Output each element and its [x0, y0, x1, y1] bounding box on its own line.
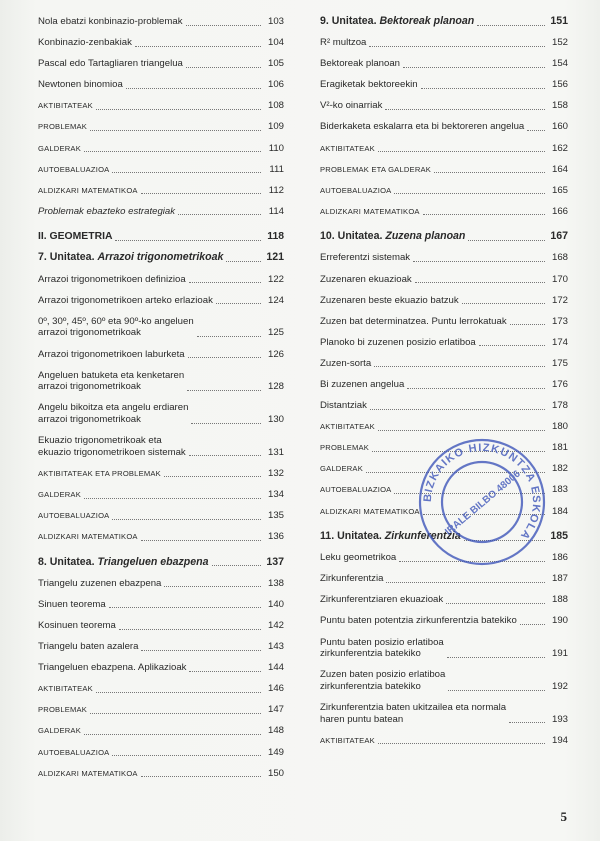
dot-leader [112, 755, 261, 756]
dot-leader [448, 690, 545, 691]
toc-entry-label: Erreferentzi sistemak [320, 252, 411, 264]
toc-entry-page: 151 [550, 15, 568, 27]
dot-leader [378, 151, 545, 152]
toc-entry-page: 192 [551, 681, 568, 692]
toc-entry-page: 111 [269, 163, 284, 175]
toc-entry-label [38, 252, 223, 264]
dot-leader [141, 776, 261, 777]
toc-entry-label: Newtonen binomioa [38, 79, 123, 91]
toc-entry-page: 105 [267, 58, 284, 70]
toc-entry-label-line2: zirkunferentzia batekiko [320, 680, 421, 692]
toc-entry [320, 358, 568, 370]
toc-entry-label: AUTOEBALUAZIOA [320, 185, 392, 195]
toc-entry-page: 104 [267, 37, 284, 49]
toc-entry-page: 118 [267, 231, 284, 243]
toc-entry [38, 435, 284, 458]
dot-leader [189, 671, 261, 672]
toc-entry-label: AKTIBITATEAK [320, 143, 375, 153]
toc-entry-label: Puntu baten potentzia zirkunferentzia batekiko [320, 615, 517, 627]
dot-leader [164, 586, 261, 587]
toc-entry-label: AUTOEBALUAZIOA [38, 164, 110, 174]
toc-entry [320, 185, 568, 197]
toc-entry-label: AKTIBITATEAK [38, 101, 93, 111]
toc-entry-label: Triangeluen ebazpena. Aplikazioak [38, 662, 187, 674]
toc-entry [320, 337, 568, 349]
dot-leader [520, 624, 545, 625]
toc-entry [320, 58, 568, 70]
toc-entry-label: GALDERAK [38, 726, 81, 736]
toc-entry [38, 641, 284, 653]
toc-entry-label [320, 231, 465, 243]
toc-entry [38, 704, 284, 716]
toc-entry [320, 421, 568, 433]
toc-entry-page: 112 [268, 184, 284, 196]
toc-entry-page: 170 [551, 273, 568, 285]
toc-entry-page: 181 [551, 442, 568, 454]
toc-entry-page: 158 [551, 100, 568, 112]
toc-entry [320, 295, 568, 307]
toc-entry-label: ALDIZKARI MATEMATIKOA [320, 206, 420, 216]
toc-entry [38, 295, 284, 307]
toc-entry [320, 735, 568, 747]
toc-entry-page: 146 [267, 683, 284, 695]
toc-entry [320, 100, 568, 112]
toc-entry-label-line1: Ekuazio trigonometrikoak eta [38, 435, 162, 447]
toc-entry-label: Zuzen bat determinatzea. Puntu lerrokatuak [320, 315, 507, 327]
toc-entry-label: Bektoreak planoan [320, 58, 401, 70]
toc-entry [320, 79, 568, 91]
dot-leader [226, 261, 261, 262]
dot-leader [385, 109, 545, 110]
dot-leader [413, 261, 545, 262]
toc-entry-page: 137 [266, 555, 284, 568]
toc-entry [38, 79, 284, 91]
dot-leader [187, 390, 261, 391]
chapter-prefix: 10. Unitatea. [320, 230, 386, 243]
toc-entry [320, 637, 568, 660]
chapter-title: Zuzena planoan [385, 230, 466, 243]
toc-entry-label-line1: Angeluen batuketa eta kenketaren [38, 369, 185, 381]
toc-entry [38, 662, 284, 674]
toc-entry-page: 148 [267, 725, 284, 737]
toc-entry [38, 121, 284, 133]
toc-entry-label: AKTIBITATEAK [320, 422, 375, 432]
toc-entry-label: Problemak ebazteko estrategiak [38, 205, 176, 217]
toc-entry-label: GALDERAK [38, 490, 81, 500]
toc-entry-label [38, 370, 184, 393]
toc-entry [38, 16, 284, 28]
toc-entry-label: Arrazoi trigonometrikoen definizioa [38, 273, 186, 285]
toc-entry [320, 594, 568, 606]
toc-entry [320, 16, 568, 28]
toc-entry [320, 573, 568, 585]
dot-leader [423, 214, 545, 215]
dot-leader [527, 130, 545, 131]
chapter-title: Zirkunferentzia [384, 530, 461, 543]
toc-entry [38, 206, 284, 218]
dot-leader [479, 345, 545, 346]
toc-entry [320, 231, 568, 243]
toc-entry-label: Zirkunferentzia [320, 573, 384, 585]
toc-entry [38, 58, 284, 70]
dot-leader [112, 172, 261, 173]
chapter-prefix: 7. Unitatea. [38, 251, 98, 264]
toc-entry-page: 110 [268, 142, 284, 154]
toc-entry-label-line1: Angelu bikoitza eta angelu erdiaren [38, 402, 189, 414]
toc-entry-page: 109 [267, 121, 284, 133]
toc-entry-page: 126 [267, 348, 284, 360]
toc-left-column [38, 16, 284, 789]
toc-entry-page: 167 [550, 230, 568, 243]
toc-entry-page: 187 [551, 573, 568, 585]
chapter-prefix: 9. Unitatea. [320, 15, 380, 27]
toc-entry-label: AUTOEBALUAZIOA [38, 747, 110, 757]
toc-entry-label: PROBLEMAK [320, 443, 370, 453]
toc-entry-label-line2: ekuazio trigonometrikoen sistemak [38, 446, 186, 458]
toc-entry-label: Bi zuzenen angelua [320, 379, 405, 390]
toc-entry-label: AUTOEBALUAZIOA [320, 485, 392, 495]
toc-entry [38, 510, 284, 522]
dot-leader [141, 193, 261, 194]
toc-entry-page: 131 [267, 446, 284, 458]
toc-entry [38, 349, 284, 361]
toc-entry [38, 185, 284, 197]
toc-entry-page: 106 [267, 79, 284, 91]
toc-entry-page: 178 [551, 400, 568, 412]
toc-entry [38, 768, 284, 780]
toc-entry-page: 186 [551, 552, 568, 564]
toc-entry-page: 108 [267, 100, 284, 112]
toc-entry-page: 188 [551, 594, 568, 606]
toc-entry [320, 143, 568, 155]
toc-entry-page: 166 [551, 205, 568, 217]
toc-entry-label: Leku geometrikoa [320, 552, 397, 564]
toc-entry-label: ALDIZKARI MATEMATIKOA [38, 768, 138, 778]
toc-entry-page: 130 [267, 414, 284, 426]
dot-leader [141, 650, 261, 651]
toc-entry-page: 176 [551, 379, 568, 390]
toc-entry [320, 37, 568, 49]
toc-entry-label-line2: arrazoi trigonometrikoak [38, 413, 141, 425]
toc-right-column [320, 16, 568, 756]
toc-entry-page: 191 [551, 648, 568, 660]
toc-entry-page: 128 [267, 381, 284, 393]
toc-entry [38, 683, 284, 695]
toc-entry-page: 114 [268, 205, 284, 217]
dot-leader [434, 172, 545, 173]
toc-entry-label: Arrazoi trigonometrikoen laburketa [38, 348, 185, 360]
toc-entry [38, 316, 284, 339]
dot-leader [189, 282, 261, 283]
toc-entry-label: AKTIBITATEAK ETA PROBLEMAK [38, 468, 161, 478]
page-number: 5 [560, 809, 567, 824]
toc-entry-page: 125 [267, 327, 284, 339]
dot-leader [135, 46, 261, 47]
stamp-center-text: IRALE BILBO 48006 [443, 468, 523, 538]
toc-entry-label: Triangelu zuzenen ebazpena [38, 577, 162, 589]
toc-entry-page: 138 [267, 577, 284, 589]
toc-entry-page: 143 [267, 641, 284, 653]
toc-entry-page: 154 [551, 58, 568, 70]
dot-leader [164, 476, 261, 477]
dot-leader [112, 519, 261, 520]
toc-entry-page: 156 [551, 79, 568, 91]
toc-entry-page: 135 [267, 510, 284, 522]
toc-entry-label: PROBLEMAK ETA GALDERAK [320, 164, 432, 174]
toc-entry [320, 615, 568, 627]
dot-leader [188, 357, 261, 358]
toc-entry [38, 557, 284, 569]
dot-leader [90, 130, 261, 131]
toc-entry-page: 182 [551, 463, 568, 475]
toc-entry [320, 316, 568, 328]
dot-leader [394, 193, 545, 194]
dot-leader [178, 214, 261, 215]
toc-entry-label: Distantziak [320, 400, 367, 412]
toc-entry [38, 531, 284, 543]
toc-entry [38, 725, 284, 737]
toc-entry-label: ALDIZKARI MATEMATIKOA [38, 532, 138, 542]
toc-entry [38, 578, 284, 590]
toc-entry-label: Biderkaketa eskalarra eta bi bektoreren angelua [320, 121, 525, 133]
toc-entry-label: Zuzen-sorta [320, 357, 372, 369]
toc-entry-page: 175 [551, 357, 568, 369]
dot-leader [403, 67, 545, 68]
toc-entry-label: Zuzenaren beste ekuazio batzuk [320, 294, 459, 306]
toc-entry [320, 400, 568, 412]
toc-entry-label: R² multzoa [320, 37, 367, 49]
toc-entry-label: AUTOEBALUAZIOA [38, 511, 110, 521]
dot-leader [374, 366, 545, 367]
toc-entry-label: Zuzenaren ekuazioak [320, 273, 412, 285]
dot-leader [462, 303, 545, 304]
toc-entry-label: Eragiketak bektoreekin [320, 79, 418, 91]
stamp-outer-text: BIZKAIKO HIZKUNTZA ESKOLA [421, 441, 543, 543]
toc-entry-page: 150 [267, 767, 284, 779]
chapter-prefix: 8. Unitatea. [38, 555, 98, 568]
toc-entry-page: 134 [267, 489, 284, 501]
dot-leader [510, 324, 545, 325]
dot-leader [446, 603, 545, 604]
toc-entry-label-line2: arrazoi trigonometrikoak [38, 381, 141, 393]
dot-leader [407, 388, 545, 389]
dot-leader [509, 722, 545, 723]
dot-leader [84, 498, 261, 499]
toc-entry-page: 103 [267, 16, 284, 27]
dot-leader [115, 240, 261, 241]
toc-entry [38, 489, 284, 501]
toc-entry-page: 152 [551, 37, 568, 49]
toc-entry-label-line1: Zuzen baten posizio erlatiboa [320, 669, 446, 681]
toc-entry-label: Nola ebatzi konbinazio-problemak [38, 16, 183, 27]
toc-entry-page: 121 [266, 251, 284, 264]
toc-entry-page: 124 [267, 294, 284, 306]
toc-entry-label-line2: haren puntu batean [320, 713, 404, 725]
toc-entry-page: 193 [551, 713, 568, 725]
toc-entry-page: 173 [551, 315, 568, 327]
dot-leader [84, 151, 261, 152]
toc-entry-page: 180 [551, 421, 568, 433]
toc-entry-label: Konbinazio-zenbakiak [38, 37, 132, 49]
toc-entry-label: PROBLEMAK [38, 705, 88, 715]
dot-leader [386, 582, 545, 583]
toc-entry-label: V²-ko oinarriak [320, 100, 383, 112]
toc-entry [320, 252, 568, 264]
toc-entry-label: Planoko bi zuzenen posizio erlatiboa [320, 336, 476, 348]
toc-entry-page: 194 [551, 734, 568, 746]
toc-entry-page: 165 [551, 184, 568, 196]
toc-entry [38, 100, 284, 112]
dot-leader [477, 25, 545, 26]
toc-entry-page: 149 [267, 746, 284, 758]
toc-entry [320, 702, 568, 725]
toc-entry [320, 206, 568, 218]
toc-entry-label-line2: arrazoi trigonometrikoak [38, 327, 141, 339]
toc-entry-page: 185 [550, 530, 568, 543]
dot-leader [216, 303, 261, 304]
toc-entry [320, 121, 568, 133]
dot-leader [468, 240, 545, 241]
toc-entry [38, 143, 284, 155]
toc-entry [320, 669, 568, 692]
toc-entry-label-line1: 0º, 30º, 45º, 60º eta 90º-ko angeluen [38, 315, 194, 327]
toc-entry-label: II. GEOMETRIA [38, 231, 113, 243]
toc-entry-page: 122 [267, 273, 284, 285]
dot-leader [370, 409, 545, 410]
toc-entry-label: ALDIZKARI MATEMATIKOA [320, 506, 420, 516]
toc-entry [38, 402, 284, 425]
toc-entry-page: 183 [551, 484, 568, 496]
dot-leader [189, 455, 261, 456]
toc-entry-page: 172 [551, 294, 568, 306]
chapter-prefix: 11. Unitatea. [320, 530, 385, 543]
dot-leader [191, 423, 261, 424]
toc-entry-page: 132 [267, 467, 284, 479]
chapter-title: Triangeluen ebazpena [97, 555, 209, 568]
toc-entry-page: 162 [551, 142, 568, 154]
toc-entry-label-line1: Zirkunferentzia baten ukitzailea eta normala [320, 702, 507, 714]
dot-leader [109, 607, 261, 608]
toc-entry-page: 164 [551, 163, 568, 175]
toc-entry-label: AKTIBITATEAK [38, 684, 93, 694]
toc-entry-label [38, 435, 186, 458]
dot-leader [126, 88, 261, 89]
toc-entry [38, 468, 284, 480]
toc-entry-label: ALDIZKARI MATEMATIKOA [38, 185, 138, 195]
toc-entry [38, 252, 284, 264]
toc-entry [38, 747, 284, 759]
toc-entry-page: 174 [551, 336, 568, 348]
dot-leader [447, 657, 545, 658]
toc-entry-label: GALDERAK [320, 464, 363, 474]
toc-entry-page: 147 [267, 704, 284, 716]
toc-entry [320, 164, 568, 176]
toc-entry-label [320, 16, 474, 28]
dot-leader [378, 743, 545, 744]
chapter-title: Arrazoi trigonometrikoak [97, 251, 224, 264]
dot-leader [141, 540, 261, 541]
toc-entry-label-line1: Puntu baten posizio erlatiboa [320, 636, 444, 648]
toc-entry [38, 274, 284, 286]
dot-leader [90, 713, 261, 714]
toc-entry-label [320, 637, 444, 660]
toc-entry-page: 190 [551, 615, 568, 627]
toc-entry-label [38, 316, 194, 339]
toc-entry [38, 231, 284, 243]
dot-leader [212, 565, 261, 566]
toc-entry-page: 140 [267, 598, 284, 610]
dot-leader [186, 25, 261, 26]
toc-entry [38, 599, 284, 611]
toc-entry [38, 370, 284, 393]
toc-entry-label: PROBLEMAK [38, 122, 88, 132]
toc-entry-label: Kosinuen teorema [38, 620, 116, 631]
library-stamp [416, 436, 548, 568]
toc-entry-label [320, 669, 445, 692]
toc-entry [38, 620, 284, 632]
toc-entry-label [38, 557, 209, 569]
toc-entry-label: Arrazoi trigonometrikoen arteko erlazioak [38, 294, 213, 306]
toc-entry-page: 136 [267, 531, 284, 543]
toc-entry-label: Zirkunferentziaren ekuazioak [320, 594, 444, 606]
toc-entry-label: Sinuen teorema [38, 598, 106, 610]
toc-entry-page: 168 [551, 252, 568, 264]
toc-entry [320, 274, 568, 286]
dot-leader [96, 109, 261, 110]
toc-entry-page: 160 [551, 121, 568, 133]
toc-entry-label: Triangelu baten azalera [38, 641, 139, 653]
toc-entry-label [38, 402, 188, 425]
dot-leader [421, 88, 545, 89]
dot-leader [96, 692, 261, 693]
toc-entry-label: AKTIBITATEAK [320, 735, 375, 745]
chapter-title: Bektoreak planoan [379, 15, 475, 27]
toc-entry [38, 37, 284, 49]
dot-leader [186, 67, 261, 68]
toc-entry-page: 142 [267, 620, 284, 631]
toc-entry-label-line2: zirkunferentzia batekiko [320, 648, 421, 660]
dot-leader [369, 46, 545, 47]
toc-entry [320, 379, 568, 391]
toc-entry-label: Pascal edo Tartagliaren triangelua [38, 58, 183, 70]
dot-leader [197, 336, 261, 337]
dot-leader [84, 734, 261, 735]
toc-entry [38, 164, 284, 176]
dot-leader [378, 430, 545, 431]
toc-entry-label: GALDERAK [38, 143, 81, 153]
toc-entry-page: 184 [551, 505, 568, 517]
toc-entry-label [320, 702, 506, 725]
dot-leader [119, 629, 261, 630]
toc-entry-page: 144 [267, 662, 284, 674]
dot-leader [415, 282, 545, 283]
